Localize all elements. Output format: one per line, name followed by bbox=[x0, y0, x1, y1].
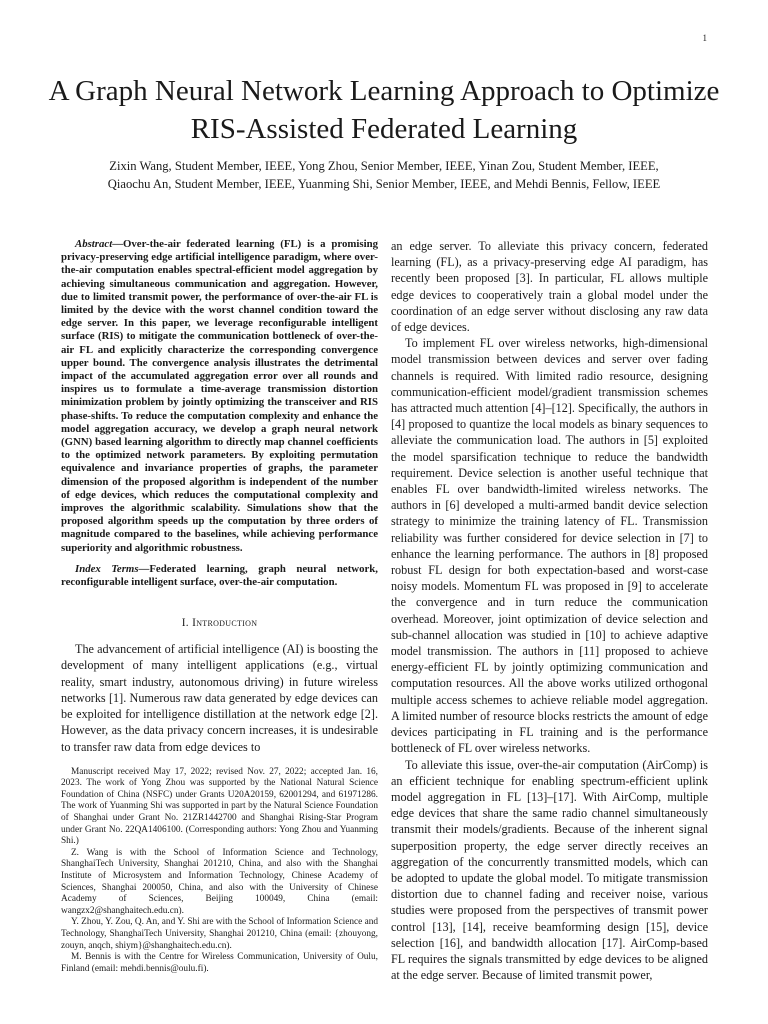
paper-title: A Graph Neural Network Learning Approach to Optimize RIS-Assisted Federated Learning bbox=[48, 75, 720, 145]
abstract-label: Abstract bbox=[75, 238, 113, 250]
body-paragraph: To implement FL over wireless networks, high-dimensional model transmission between devices and server over fading channels is required. With limited radio resource, designing communication-efficient model/gradient transmission schemes has attracted much attention [4]–[12]. Specifically, the authors in [4] proposed to quantize the local models as binary sequences to alleviate the communication load. The authors in [5] exploited the model sparsification technique to reduce the bandwidth requirement. Device selection is another useful technique that enables FL over bandwidth-limited wireless networks. The authors in [6] developed a multi-armed bandit device selection strategy to minimize the training latency of FL. Transmission reliability was further considered for device selection in [7] to enhance the learning performance. The authors in [8] proposed robust FL design for both expectation-based and worst-case noisy models. Momentum FL was proposed in [9] to accelerate the convergence and in turn reduce the communication overhead. Moreover, joint optimization of device selection and sub-channel allocation was studied in [10] to achieve adaptive model transmission. The authors in [11] proposed to achieve energy-efficient FL by jointly optimizing communication and computation resources. All the above works utilized orthogonal multiple access schemes to achieve reliable model aggregation. A limited number of resource blocks restricts the amount of edge devices participating in FL training and is the performance bottleneck of FL over wireless networks. bbox=[391, 336, 708, 756]
abstract bbox=[61, 238, 378, 555]
body-paragraph: To alleviate this issue, over-the-air computation (AirComp) is an efficient technique for enabling spectrum-efficient uplink model aggregation in FL [13]–[17]. With AirComp, multiple edge devices that share the same radio channel simultaneously transmit their models/gradients. Because of the inherent signal superposition property, the edge server directly receives an aggregation of the concurrently transmitted models, which can be adopted to update the global model. To mitigate transmission distortion due to channel fading and receiver noise, various studies were proposed from the perspectives of transmit power control [13], [14], receive beamforming design [15], device selection [16], and bandwidth allocation [17]. AirComp-based FL requires the signals transmitted by edge devices to be aligned at the edge server. Because of limited transmit power, bbox=[391, 757, 708, 983]
index-terms-text: —Federated learning, graph neural network, reconfigurable intelligent surface, over-the-air computation. bbox=[61, 562, 378, 589]
authors-line-1: Zixin Wang, Student Member, IEEE, Yong Zhou, Senior Member, IEEE, Yinan Zou, Student Member, IEEE, bbox=[109, 159, 659, 173]
left-column bbox=[61, 238, 378, 975]
authors-line-2: Qiaochu An, Student Member, IEEE, Yuanming Shi, Senior Member, IEEE, and Mehdi Bennis, Fellow, IEEE bbox=[107, 177, 661, 191]
body-paragraph: an edge server. To alleviate this privacy concern, federated learning (FL), as a privacy-preserving edge AI paradigm, has recently been proposed [3]. In particular, FL allows multiple edge devices to cooperatively train a global model under the coordination of an edge server without disclosing any raw data of edge devices. bbox=[391, 239, 708, 335]
section-heading: I. Introduction bbox=[181, 617, 258, 630]
footnotes bbox=[61, 767, 378, 976]
intro-paragraph: The advancement of artificial intelligence (AI) is boosting the development of many intelligent applications (e.g., virtual reality, smart industry, autonomous driving) in future wireless networks [1]. Numerous raw data generated by edge devices can be exploited for intelligence distillation at the network edge [2]. However, as the data privacy concern increases, it is undesirable to transfer raw data from edge devices to bbox=[61, 642, 378, 754]
index-terms-label: Index Terms bbox=[75, 562, 139, 575]
right-column bbox=[391, 238, 708, 983]
author-list bbox=[40, 157, 728, 193]
abstract-text: —Over-the-air federated learning (FL) is a promising privacy-preserving edge artificial intelligence paradigm, where over-the-air computation enables spectral-efficient model aggregation by achieving simultaneous communication and aggregation. However, due to limited transmit power, the performance of over-the-air FL is limited by the device with the worst channel condition toward the edge server. In this paper, we leverage reconfigurable intelligent surface (RIS) to mitigate the communication bottleneck of over-the-air FL and explicitly characterize the corresponding convergence upper bound. The convergence analysis illustrates the detrimental impact of the accumulated aggregation error over all rounds and inspires us to formulate a time-average transmission distortion minimization problem by jointly optimizing the transceiver and RIS phase-shifts. To reduce the computation complexity and enhance the model aggregation accuracy, we develop a graph neural network (GNN) based learning algorithm to directly map channel coefficients to the optimized network parameters. By exploiting permutation equivalence and invariance properties of graphs, the parameter dimension of the proposed algorithm is independent of the number of edge devices, which reduces the computational complexity and improves the algorithmic scalability. Simulations show that the proposed algorithm speeds up the computation by three orders of magnitude compared to the baselines, while achieving performance superiority and algorithmic robustness. bbox=[61, 238, 378, 554]
footnote: Y. Zhou, Y. Zou, Q. An, and Y. Shi are with the School of Information Science and Technology, ShanghaiTech University, Shanghai 201210, China (email: {zhouyong, zouyn, anqch, shiym}@shanghaitech.edu.cn). bbox=[61, 917, 378, 951]
page-number: 1 bbox=[702, 33, 707, 43]
footnote: M. Bennis is with the Centre for Wireless Communication, University of Oulu, Finland (email: mehdi.bennis@oulu.fi). bbox=[61, 952, 378, 974]
footnote: Z. Wang is with the School of Information Science and Technology, ShanghaiTech University, Shanghai 201210, China, and also with the Shanghai Institute of Microsystem and Information Technology, Chinese Academy of Sciences, Shanghai 200050, China, and also with the University of Chinese Academy of Sciences, Beijing 100049, China (email: wangzx2@shanghaitech.edu.cn). bbox=[61, 847, 378, 916]
footnote: Manuscript received May 17, 2022; revised Nov. 27, 2022; accepted Jan. 16, 2023. The work of Yong Zhou was supported by the National Natural Science Foundation of China (NSFC) under Grants U20A20159, 62001294, and 61971286. The work of Yuanming Shi was supported in part by the Natural Science Foundation of Shanghai under Grant No. 21ZR1442700 and Shanghai Rising-Star Program under Grant No. 22QA1406100. (Corresponding authors: Yong Zhou and Yuanming Shi.) bbox=[61, 766, 378, 847]
index-terms bbox=[61, 563, 378, 589]
